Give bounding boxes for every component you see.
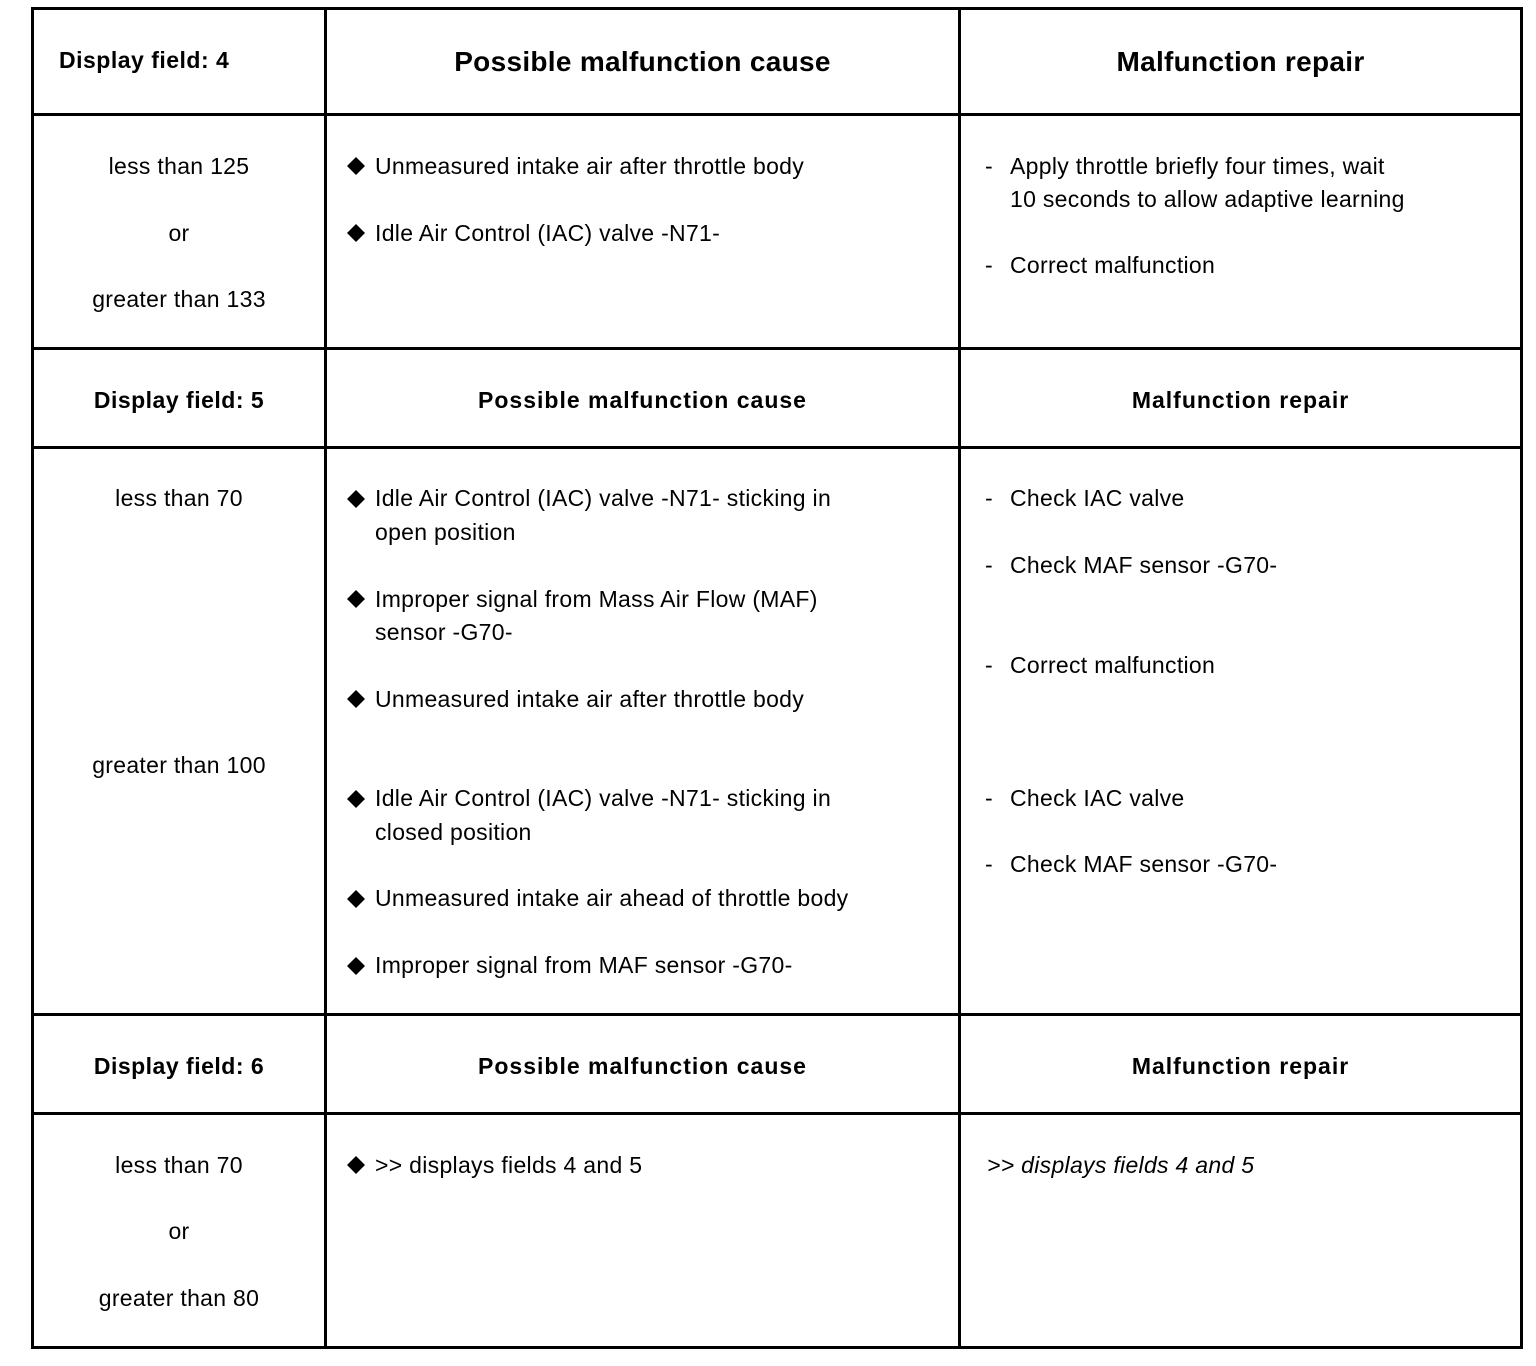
section4-field-header: Display field: 4 [59, 47, 230, 73]
section4-cause-2: Idle Air Control (IAC) valve -N71- [375, 220, 721, 246]
section5-repair-1: Check IAC valve [1010, 485, 1185, 511]
section5-cause-5: Unmeasured intake air ahead of throttle body [375, 885, 849, 911]
section5-repair-3: Correct malfunction [1010, 652, 1216, 678]
column-divider-1 [324, 7, 327, 1349]
section4-value-1: less than 125 [108, 153, 250, 179]
bullet-diamond-icon [347, 957, 365, 975]
section6-value-2: or [168, 1218, 190, 1244]
section4-repair-2: Correct malfunction [1010, 252, 1216, 278]
section6-cause-header: Possible malfunction cause [478, 1053, 807, 1079]
section5-repair-2: Check MAF sensor -G70- [1010, 552, 1278, 578]
section4-repair-dash-2: - [985, 252, 993, 278]
bullet-diamond-icon [347, 157, 365, 175]
bullet-diamond-icon [347, 1156, 365, 1174]
section5-cause-2-line-1: Improper signal from Mass Air Flow (MAF) [375, 586, 818, 612]
row-divider-3 [31, 446, 1523, 449]
section4-repair-header: Malfunction repair [1116, 46, 1365, 77]
bullet-diamond-icon [347, 224, 365, 242]
table-border-top [31, 7, 1523, 10]
section5-repair-dash-4: - [985, 785, 993, 811]
section5-repair-dash-3: - [985, 652, 993, 678]
section6-repair: >> displays fields 4 and 5 [987, 1152, 1255, 1178]
section5-field-header: Display field: 5 [93, 387, 265, 413]
section5-repair-dash-1: - [985, 485, 993, 511]
section6-cause-1: >> displays fields 4 and 5 [375, 1152, 643, 1178]
section5-repair-dash-5: - [985, 851, 993, 877]
section4-repair-dash-1: - [985, 153, 993, 179]
row-divider-4 [31, 1013, 1523, 1016]
section5-repair-header: Malfunction repair [1131, 387, 1350, 413]
bullet-diamond-icon [347, 890, 365, 908]
section4-repair-1-line-2: 10 seconds to allow adaptive learning [1010, 186, 1405, 212]
section5-cause-4-line-2: closed position [375, 819, 532, 845]
section6-value-1: less than 70 [115, 1152, 243, 1178]
section5-cause-4-line-1: Idle Air Control (IAC) valve -N71- sticking in [375, 785, 832, 811]
column-divider-2 [958, 7, 961, 1349]
table-border-right [1520, 7, 1523, 1349]
diagnostic-table [31, 7, 1523, 1349]
row-divider-1 [31, 113, 1523, 116]
bullet-diamond-icon [347, 590, 365, 608]
section4-value-3: greater than 133 [92, 286, 266, 312]
section5-repair-dash-2: - [985, 552, 993, 578]
table-border-bottom [31, 1346, 1523, 1349]
section5-repair-4: Check IAC valve [1010, 785, 1185, 811]
section5-cause-1-line-1: Idle Air Control (IAC) valve -N71- sticking in [375, 485, 832, 511]
row-divider-2 [31, 347, 1523, 350]
section4-cause-1: Unmeasured intake air after throttle body [375, 153, 805, 179]
section4-repair-1-line-1: Apply throttle briefly four times, wait [1010, 153, 1385, 179]
section5-value-1: less than 70 [115, 485, 243, 511]
section5-cause-1-line-2: open position [375, 519, 516, 545]
section5-repair-5: Check MAF sensor -G70- [1010, 851, 1278, 877]
row-divider-5 [31, 1112, 1523, 1115]
section6-field-header: Display field: 6 [93, 1053, 265, 1079]
section4-cause-header: Possible malfunction cause [454, 46, 831, 77]
bullet-diamond-icon [347, 690, 365, 708]
bullet-diamond-icon [347, 490, 365, 508]
section5-cause-3: Unmeasured intake air after throttle body [375, 686, 805, 712]
section6-repair-header: Malfunction repair [1131, 1053, 1350, 1079]
section5-cause-6: Improper signal from MAF sensor -G70- [375, 952, 793, 978]
bullet-diamond-icon [347, 790, 365, 808]
section5-value-2: greater than 100 [92, 752, 266, 778]
section4-value-2: or [168, 220, 190, 246]
section5-cause-2-line-2: sensor -G70- [375, 619, 513, 645]
section6-value-3: greater than 80 [98, 1285, 260, 1311]
section5-cause-header: Possible malfunction cause [478, 387, 807, 413]
